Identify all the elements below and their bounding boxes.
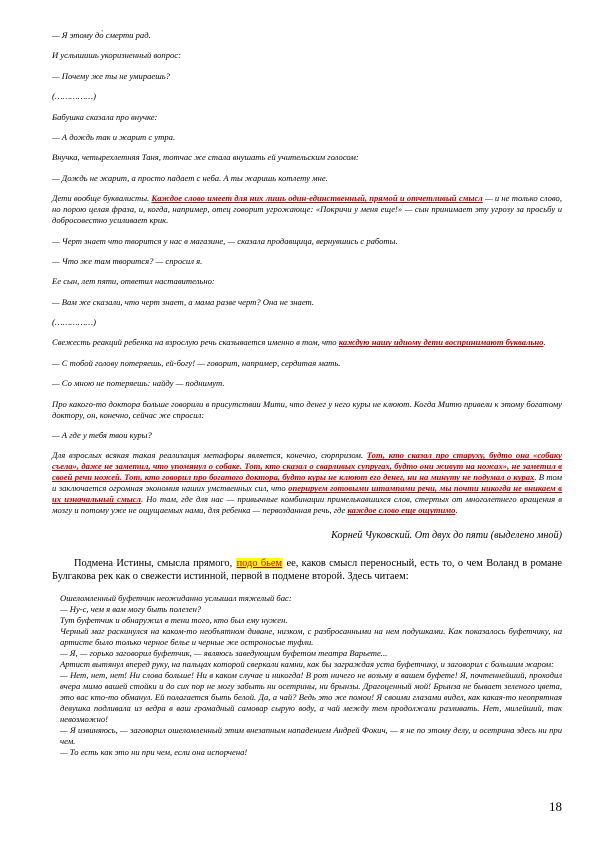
quote-text: . Но там, где для нас — привычные комбинации примелькавшихся слов, стертых от многолетнего вращения в мозгу и потому уже не ощущаемых нами, для ребенка — первозданная речь, где [52, 494, 563, 516]
bulgakov-line: Артист вытянул вперед руку, на пальцах которой сверкали камни, как бы заграждая уста буфетчику, и заговорил с большим жаром: [60, 659, 554, 670]
chukovsky-quote [52, 30, 562, 516]
quote-paragraph [52, 337, 562, 348]
bulgakov-line: — Нет, нет, нет! Ни слова больше! Ни в каком случае и никогда! В рот ничего не возьму в вашем буфете! Я, почтеннейший, проходил вчера мимо вашей стойки и до сих пор не могу забыть ни осетрины, ни брынзы. Драгоценный мой! Брынза не бывает зеленого цвета, это вас кто-то обманул. Ей полагается быть белой. Да, а чай? Ведь это же помои! Я своими глазами видел, как какая-то неопрятная девушка подливала из ведра в ваш громадный самовар сырую воду, а чай между тем продолжали разливать. Нет, милейший, так невозможно! [60, 670, 562, 725]
bulgakov-line: — Ну-с, чем я вам могу быть полезен? [60, 604, 202, 615]
quote-paragraph: — Со мною не потеряешь: найду — поднимут. [52, 378, 225, 389]
quote-paragraph: И услышишь укоризненный вопрос: [52, 50, 181, 61]
quote-text: Для взрослых всякая такая реализация метафоры является, конечно, сюрпризом. [52, 450, 367, 461]
highlighted-phrase: Тот, кто сказал про старуху, будто она «собаку съела», даже не заметил, что упомянул о собаке. Тот, кто сказал о сварливых супругах, будто они живут на ножах», не заметил в своей речи ножей. Тот, кто говорил про богатого доктора, будто куры не клюют его денег, ни на минуту не подумал о курах [52, 450, 562, 483]
quote-text: . В том и заключается огромная экономия наших умственных сил, что [52, 472, 562, 494]
quote-text: Дети вообще буквалисты. [52, 193, 152, 204]
quote-paragraph: — Вам же сказали, что черт знает, а мама разве черт? Она не знает. [52, 296, 315, 307]
quote-paragraph: Внучка, четырехлетняя Таня, тотчас же стала внушать ей учительским голосом: [52, 152, 359, 163]
quote-paragraph: — А где у тебя твои куры? [52, 430, 152, 441]
quote-text: . [543, 337, 546, 348]
quote-paragraph: — А дождь так и жарит с утра. [52, 131, 176, 142]
bulgakov-line: Ошеломленный буфетчик неожиданно услышал тяжелый бас: [60, 593, 292, 604]
quote-text: . [455, 505, 458, 516]
quote-paragraph: — Я этому до̀ смерти рад. [52, 30, 151, 40]
quote-paragraph [52, 193, 562, 226]
quote-paragraph: Ее сын, лет пяти, ответил наставительно: [52, 276, 215, 287]
quote-paragraph [52, 450, 562, 516]
quote-paragraph: Про какого-то доктора больше говорили в присутствии Мити, что денег у него куры не клюют. Когда Митю привели к этому богатому доктору, он, конечно, сейчас же спросил: [52, 398, 562, 420]
highlighted-phrase: оперируем готовыми штампами речи, мы почти никогда не вникаем в их изначальный смысл [52, 483, 563, 505]
paragraph-text-before: Подмена Истины, смысла прямого, [74, 558, 236, 570]
paragraph-text-after: ее, каков смысл переносный, есть то, о чем Воланд в романе Булгакова рек как о свежести истинной, первой в подмене второй. Здесь читаем: [52, 558, 562, 583]
quote-text: Свежесть реакций ребенка на взрослую речь сказывается именно в том, что [52, 337, 339, 348]
main-paragraph [52, 557, 562, 583]
highlighted-word: подо бьем [236, 558, 283, 570]
quote-paragraph: (……………) [52, 91, 96, 102]
highlighted-phrase: каждую нашу идиому дети воспринимают буквально [338, 337, 544, 348]
highlighted-phrase: Каждое слово имеет для них лишь один-единственный, прямой и отчетливый смысл [151, 193, 483, 204]
bulgakov-line: — То есть как это ни при чем, если она испорчена! [60, 747, 248, 758]
quote-attribution: Корней Чуковский. От двух до пяти (выделено мной) [331, 530, 562, 542]
page-number: 18 [549, 799, 562, 814]
quote-paragraph: — С тобой голову потеряешь, ей-богу! — говорит, например, сердитая мать. [52, 357, 341, 368]
quote-paragraph: — Черт знает что творится у нас в магазине, — сказала продавщица, вернувшись с работы. [52, 235, 398, 246]
quote-paragraph: — Дождь не жарит, а просто падает с неба. А ты жаришь котлету мне. [52, 172, 328, 183]
bulgakov-line: Тут буфетчик и обнаружил в тени того, кто был ему нужен. [60, 615, 288, 626]
quote-paragraph: — Что же там творится? — спросил я. [52, 255, 203, 266]
bulgakov-line: Черный маг раскинулся на каком-то необъятном диване, низком, с разбросанными на нем подушками. Как показалось буфетчику, на артисте было только черное белье и черные же остроносые туфли. [60, 626, 562, 648]
bulgakov-quote [60, 593, 562, 758]
highlighted-phrase: каждое слово еще ощутимо [347, 505, 456, 516]
bulgakov-line: — Я, — горько заговорил буфетчик, — являюсь заведующим буфетом театра Варьете... [60, 648, 388, 659]
page-content [52, 30, 562, 758]
quote-text: — и не только слово, но порою целая фраза, и, когда, например, отец говорит угрожающе: «Покричи у меня еще!» — сын принимает эту угрозу за просьбу и добросовестно усиливает крик. [52, 193, 562, 226]
quote-paragraph: (……………) [52, 317, 96, 328]
quote-paragraph: Бабушка сказала про внучке: [52, 111, 158, 122]
bulgakov-line: — Я извиняюсь, — заговорил ошеломленный этим внезапным нападением Андрей Фокич, — я не по этому делу, и осетрина здесь ни при чем. [60, 725, 562, 747]
quote-paragraph: — Почему же ты не умираешь? [52, 70, 170, 81]
